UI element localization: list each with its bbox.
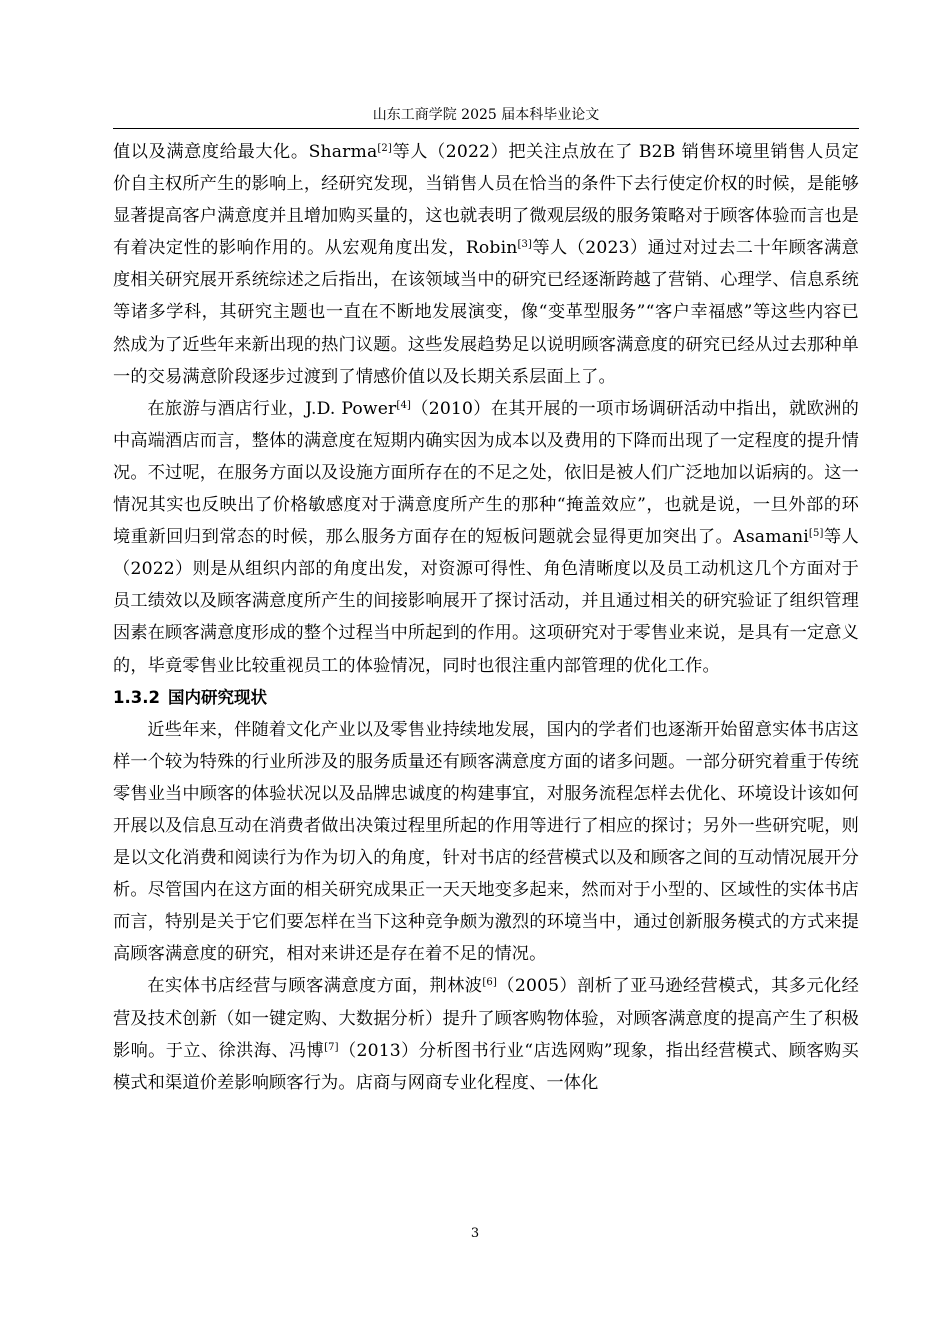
body-text (113, 136, 859, 1099)
section-title: 国内研究现状 (167, 687, 267, 707)
paragraph (113, 970, 859, 1098)
section-heading (113, 682, 859, 714)
text-run: （2013）分析图书行业“店选网购”现象，指出经营模式、顾客购买模式和渠道价差影响顾客行为。店商与网商专业化程度、一体化 (113, 1040, 859, 1093)
text-run: （2005）剖析了亚马逊经营模式，其多元化经营及技术创新（如一键定购、大数据分析）提升了顾客购物体验，对顾客满意度的提高产生了积极影响。于立、徐洪海、冯博 (113, 976, 859, 1061)
text-run: 在旅游与酒店行业，J.D. Power (147, 398, 397, 419)
section-number: 1.3.2 (113, 687, 160, 707)
paragraph (113, 393, 859, 682)
text-run: 等人（2023）通过对过去二十年顾客满意度相关研究展开系统综述之后指出，在该领域当中的研究已经逐渐跨越了营销、心理学、信息系统等诸多学科，其研究主题也一直在不断地发展演变，像“变革型服务”“客户幸福感”等这些内容已然成为了近些年来新出现的热门议题。这些发展趋势足以说明顾客满意度的研究已经从过去那种单一的交易满意阶段逐步过渡到了情感价值以及长期关系层面上了。 (113, 238, 859, 387)
citation-ref: [4] (396, 399, 412, 411)
header-rule (113, 128, 859, 129)
text-run: 在实体书店经营与顾客满意度方面，荆林波 (147, 976, 483, 997)
citation-ref: [7] (324, 1041, 339, 1053)
paragraph-group-1 (113, 136, 859, 682)
paragraph-group-2 (113, 714, 859, 1099)
running-header: 山东工商学院 2025 届本科毕业论文 (372, 107, 600, 123)
citation-ref: [2] (377, 143, 392, 154)
text-run: 等人（2022）把关注点放在了 B2B 销售环境里销售人员定价自主权所产生的影响上，经研究发现，当销售人员在恰当的条件下去行使定价权的时候，是能够显著提高客户满意度并且增加购买量的，这也就表明了微观层级的服务策略对于顾客体验而言也是有着决定性的影响作用的。从宏观角度出发，Robin (113, 142, 859, 259)
citation-ref: [6] (482, 977, 497, 989)
text-run: 值以及满意度给最大化。Sharma (113, 142, 378, 162)
text-run: 等人（2022）则是从组织内部的角度出发，对资源可得性、角色清晰度以及员工动机这几个方面对于员工绩效以及顾客满意度所产生的间接影响展开了探讨活动，并且通过相关的研究验证了组织管理因素在顾客满意度形成的整个过程当中所起到的作用。这项研究对于零售业来说，是具有一定意义的，毕竟零售业比较重视员工的体验情况，同时也很注重内部管理的优化工作。 (113, 527, 859, 676)
paragraph (113, 136, 859, 393)
text-run: 近些年来，伴随着文化产业以及零售业持续地发展，国内的学者们也逐渐开始留意实体书店这样一个较为特殊的行业所涉及的服务质量还有顾客满意度方面的诸多问题。一部分研究着重于传统零售业当中顾客的体验状况以及品牌忠诚度的构建事宜，对服务流程怎样去优化、环境设计该如何开展以及信息互动在消费者做出决策过程里所起的作用等进行了相应的探讨；另外一些研究呢，则是以文化消费和阅读行为作为切入的角度，针对书店的经营模式以及和顾客之间的互动情况展开分析。尽管国内在这方面的相关研究成果正一天天地变多起来，然而对于小型的、区域性的实体书店而言，特别是关于它们要怎样在当下这种竞争颇为激烈的环境当中，通过创新服务模式的方式来提高顾客满意度的研究，相对来讲还是存在着不足的情况。 (113, 719, 859, 965)
page-number: 3 (470, 1226, 480, 1241)
citation-ref: [5] (808, 528, 824, 540)
citation-ref: [3] (517, 239, 533, 251)
text-run: （2010）在其开展的一项市场调研活动中指出，就欧洲的中高端酒店而言，整体的满意度在短期内确实因为成本以及费用的下降而出现了一定程度的提升情况。不过呢，在服务方面以及设施方面所存在的不足之处，依旧是被人们广泛地加以诟病的。这一情况其实也反映出了价格敏感度对于满意度所产生的那种“掩盖效应”，也就是说，一旦外部的环境重新回归到常态的时候，那么服务方面存在的短板问题就会显得更加突出了。Asamani (113, 398, 859, 548)
paragraph (113, 714, 859, 971)
